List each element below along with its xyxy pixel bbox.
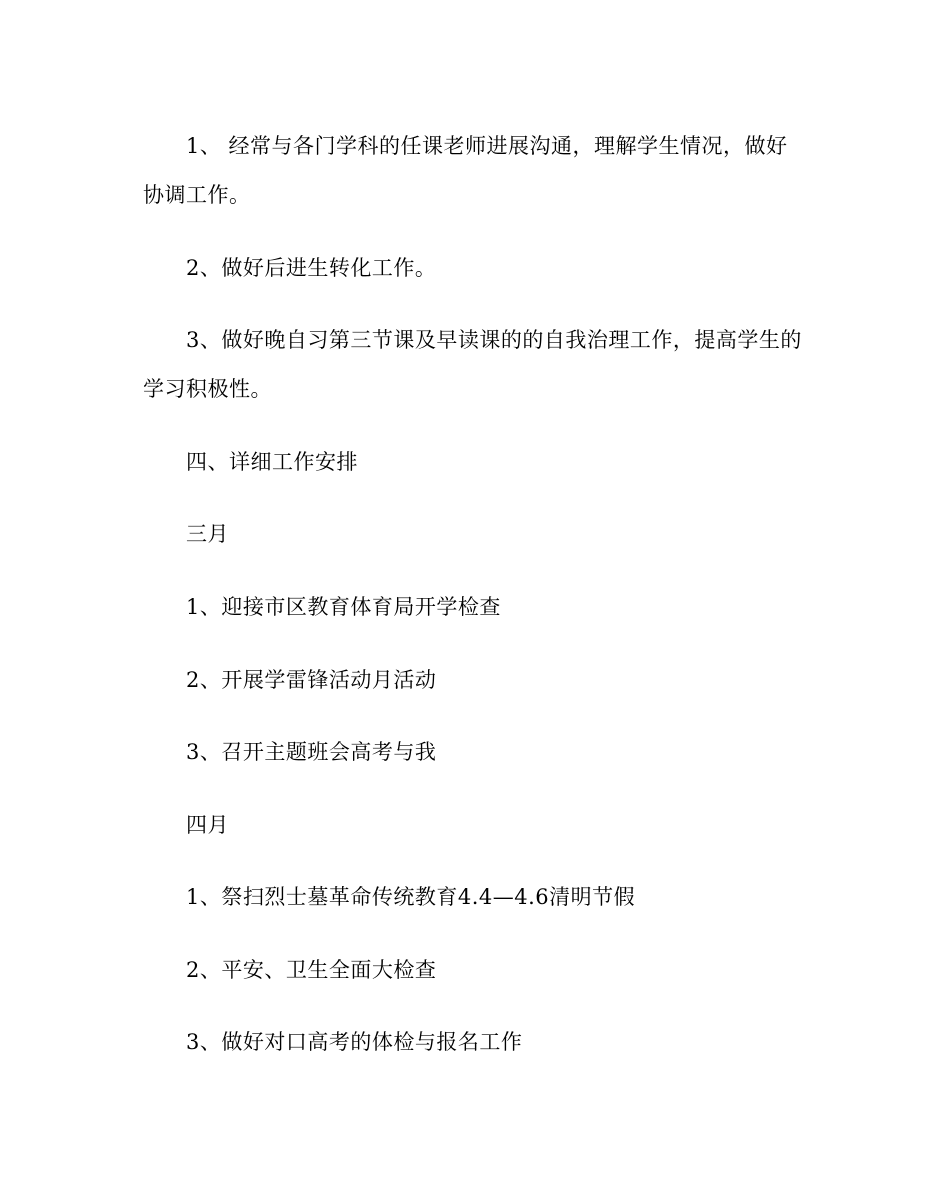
paragraph-1-line-2: 协调工作。 <box>143 183 251 207</box>
april-item-2: 2、平安、卫生全面大检查 <box>186 958 437 982</box>
april-item-1: 1、祭扫烈士墓革命传统教育4.4—4.6清明节假 <box>186 885 636 909</box>
paragraph-2: 2、做好后进生转化工作。 <box>186 256 437 280</box>
april-item-3: 3、做好对口高考的体检与报名工作 <box>186 1030 523 1054</box>
paragraph-3-line-2: 学习积极性。 <box>143 377 272 401</box>
paragraph-1-line-1: 1、 经常与各门学科的任课老师进展沟通，理解学生情况，做好 <box>186 134 788 158</box>
march-item-1: 1、迎接市区教育体育局开学检查 <box>186 595 501 619</box>
march-item-3: 3、召开主题班会高考与我 <box>186 740 437 764</box>
month-april: 四月 <box>186 813 229 837</box>
section-heading: 四、详细工作安排 <box>186 450 358 474</box>
paragraph-3-line-1: 3、做好晚自习第三节课及早读课的的自我治理工作，提高学生的 <box>186 328 802 352</box>
month-march: 三月 <box>186 522 229 546</box>
march-item-2: 2、开展学雷锋活动月活动 <box>186 668 437 692</box>
